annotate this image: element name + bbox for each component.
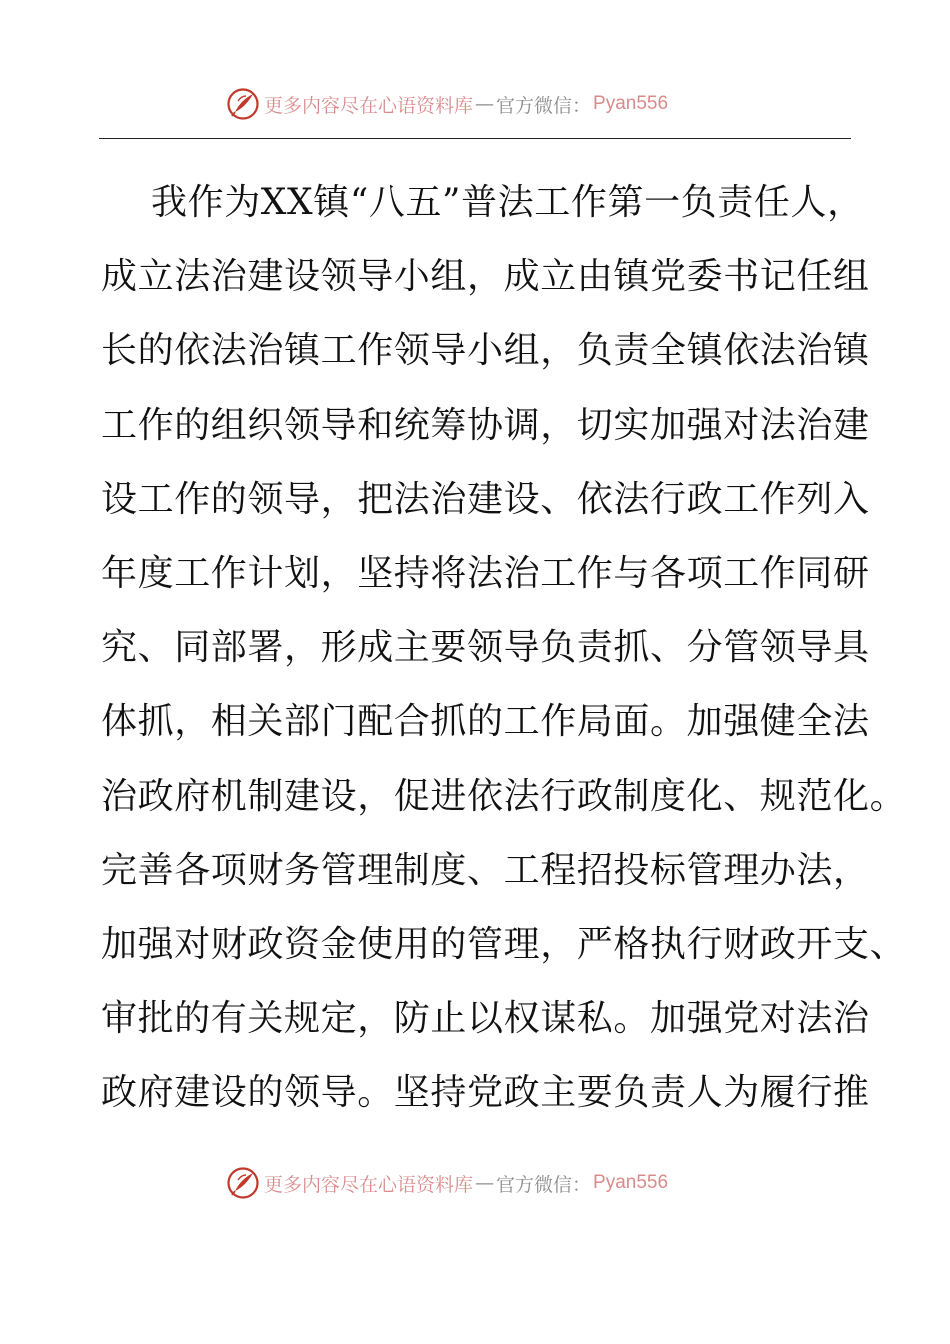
footer-banner-wechat-label: 官方微信：: [496, 1173, 592, 1196]
quill-logo-icon: [226, 87, 260, 121]
footer-banner-separator: —: [475, 1172, 495, 1194]
quill-logo-icon: [226, 1166, 260, 1200]
header-banner[interactable]: [226, 84, 668, 124]
text-line: 设工作的领导，把法治建设、依法行政工作列入: [101, 478, 870, 520]
page-footer: [0, 1163, 950, 1203]
text-line: 工作的组织领导和统筹协调，切实加强对法治建: [101, 404, 870, 446]
text-line: 成立法治建设领导小组，成立由镇党委书记任组: [101, 256, 870, 298]
footer-banner-title: 更多内容尽在心语资料库: [264, 1173, 474, 1196]
text-line: 完善各项财务管理制度、工程招投标管理办法，: [101, 849, 870, 891]
text-line: 政府建设的领导。坚持党政主要负责人为履行推: [101, 1072, 870, 1114]
text-line: 审批的有关规定，防止以权谋私。加强党对法治: [101, 998, 870, 1040]
document-body: [101, 166, 907, 1130]
page-header: [0, 84, 950, 124]
footer-banner[interactable]: [226, 1163, 668, 1203]
text-line: 加强对财政资金使用的管理，严格执行财政开支、: [101, 923, 907, 965]
text-line: 究、同部署，形成主要领导负责抓、分管领导具: [101, 627, 870, 669]
text-line: 治政府机制建设，促进依法行政制度化、规范化。: [101, 775, 907, 817]
text-line: 体抓，相关部门配合抓的工作局面。加强健全法: [101, 701, 870, 743]
text-line: 我作为XX镇“八五”普法工作第一负责任人，: [151, 182, 864, 223]
header-banner-title: 更多内容尽在心语资料库: [264, 94, 474, 117]
header-banner-wechat-id: Pyan556: [593, 93, 669, 114]
text-line: 长的依法治镇工作领导小组，负责全镇依法治镇: [101, 330, 870, 372]
header-banner-wechat-label: 官方微信：: [496, 94, 592, 117]
text-line: 年度工作计划，坚持将法治工作与各项工作同研: [101, 552, 870, 594]
footer-banner-wechat-id: Pyan556: [593, 1172, 669, 1193]
header-banner-separator: —: [475, 93, 495, 115]
header-divider: [99, 138, 851, 139]
